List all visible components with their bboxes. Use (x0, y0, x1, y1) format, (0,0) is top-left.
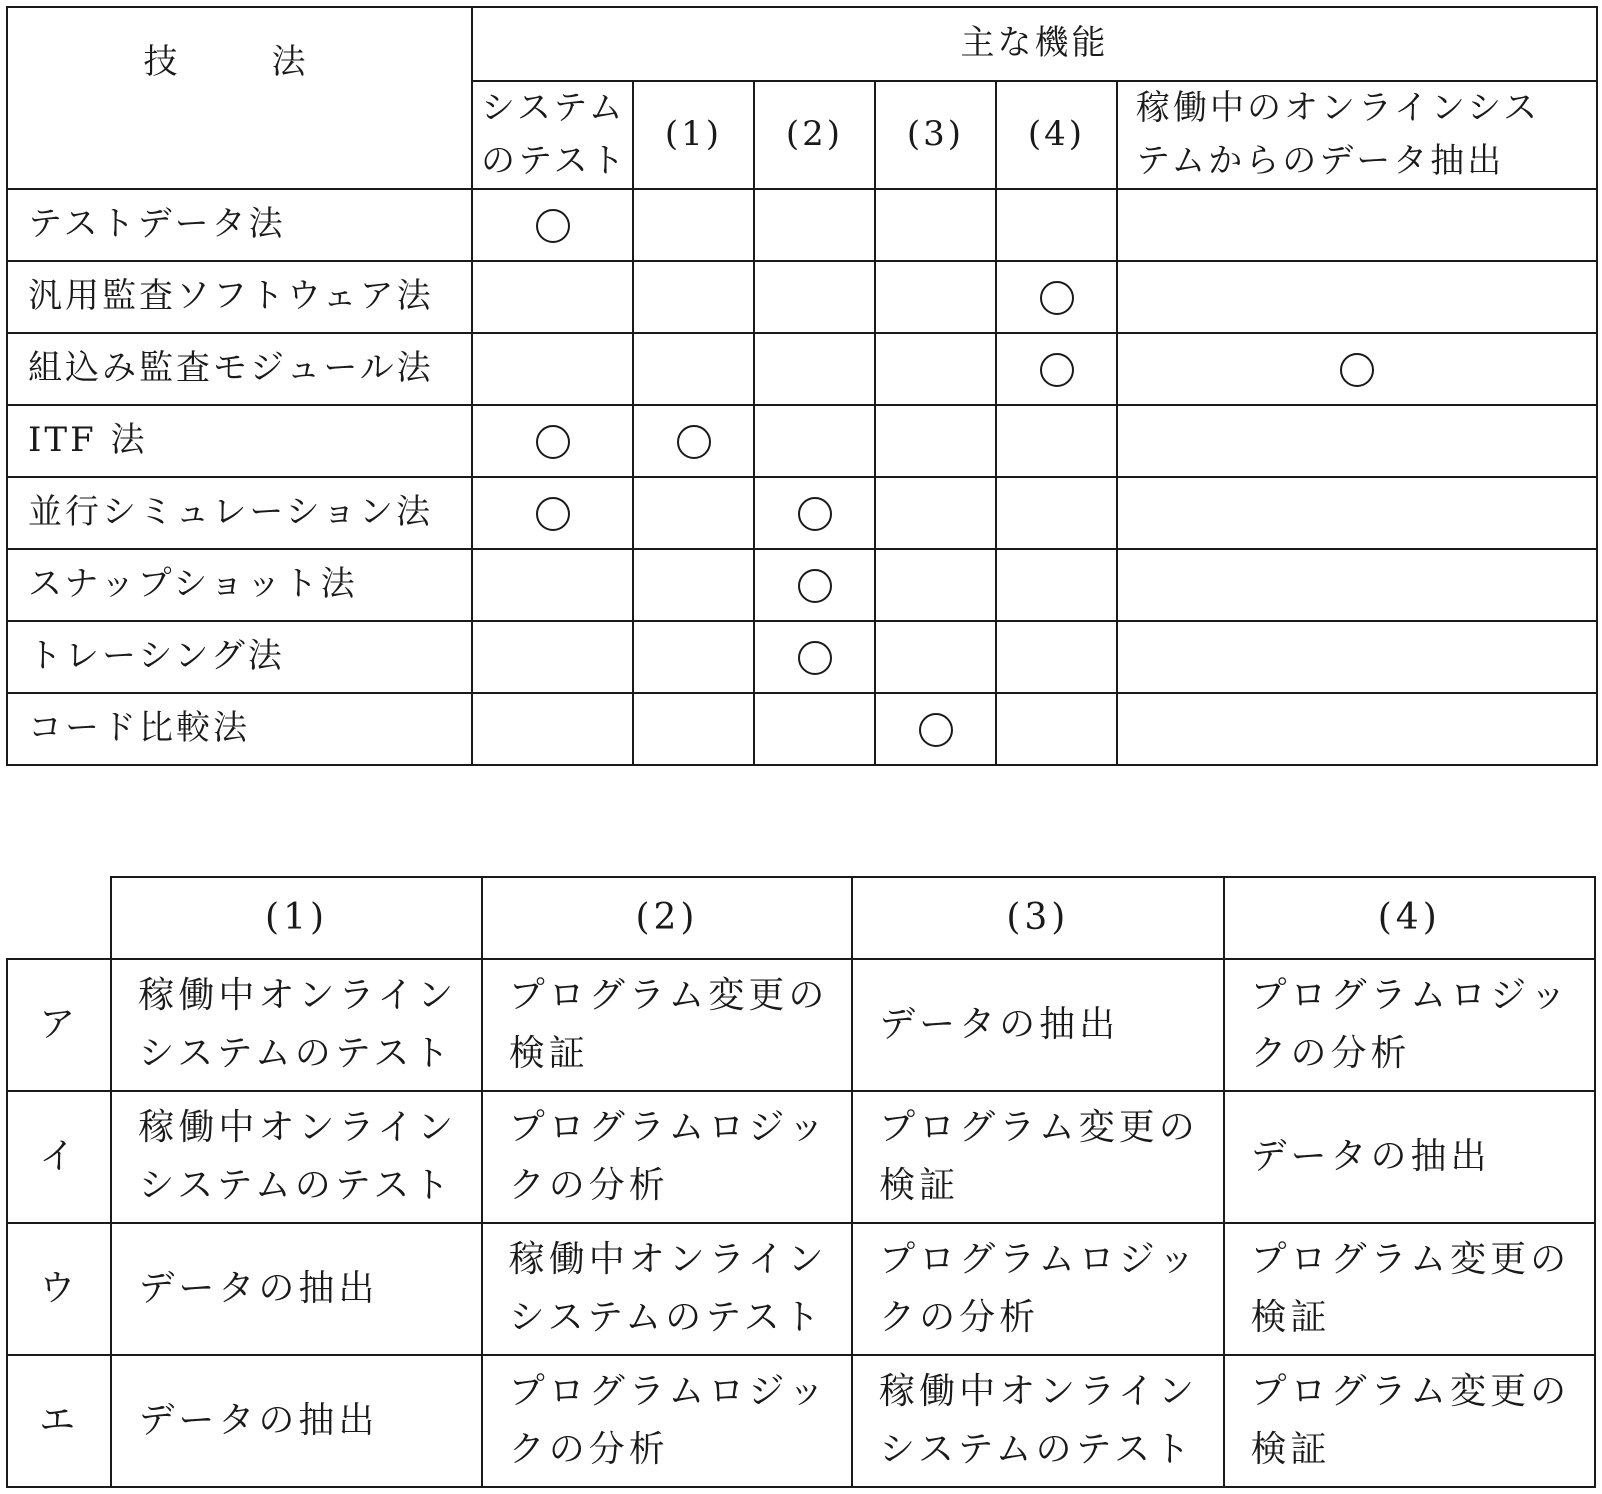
mark-cell (472, 189, 633, 261)
cell-line: データの抽出 (1250, 1136, 1491, 1178)
cell-line: システムのテスト (138, 1165, 454, 1206)
technique-function-table (6, 6, 1598, 766)
answer-header-2: (2) (482, 877, 852, 959)
mark-cell (633, 261, 754, 333)
cell-line: プログラムロジッ (879, 1239, 1199, 1281)
column-header-2: (2) (754, 81, 875, 189)
mark-cell (1117, 189, 1597, 261)
mark-cell (472, 333, 633, 405)
mark-cell (996, 549, 1117, 621)
option-cell (1224, 1355, 1595, 1487)
mark-cell (875, 333, 996, 405)
cell-line: クの分析 (508, 1429, 669, 1470)
technique-row (7, 549, 1597, 621)
technique-name: スナップショット法 (7, 549, 472, 621)
technique-name: 汎用監査ソフトウェア法 (7, 261, 472, 333)
circle-mark-icon (798, 497, 832, 531)
mark-cell (996, 333, 1117, 405)
cell-line: 検証 (1250, 1429, 1331, 1470)
mark-cell (472, 621, 633, 693)
cell-line: 検証 (508, 1033, 589, 1074)
mark-cell (754, 333, 875, 405)
option-cell (111, 959, 481, 1091)
circle-mark-icon (1340, 353, 1374, 387)
corner-cell (7, 877, 111, 959)
header-line: テムからのデータ抽出 (1136, 141, 1505, 181)
mark-cell (754, 405, 875, 477)
circle-mark-icon (798, 569, 832, 603)
mark-cell (996, 189, 1117, 261)
mark-cell (633, 333, 754, 405)
column-header-data-extraction (1117, 81, 1597, 189)
column-header-1: (1) (633, 81, 754, 189)
technique-row (7, 189, 1597, 261)
mark-cell (996, 405, 1117, 477)
mark-cell (754, 189, 875, 261)
option-cell (852, 1355, 1223, 1487)
circle-mark-icon (1040, 281, 1074, 315)
mark-cell (1117, 549, 1597, 621)
option-cell (482, 1355, 852, 1487)
option-cell (852, 959, 1223, 1091)
cell-line: 稼働中オンライン (138, 1107, 458, 1149)
technique-row (7, 477, 1597, 549)
mark-cell (996, 693, 1117, 765)
mark-cell (754, 477, 875, 549)
answer-option-row (7, 959, 1595, 1091)
option-label: イ (7, 1091, 111, 1223)
cell-line: クの分析 (879, 1297, 1040, 1338)
mark-cell (472, 693, 633, 765)
mark-cell (633, 405, 754, 477)
mark-cell (875, 693, 996, 765)
cell-line: データの抽出 (138, 1400, 379, 1442)
cell-line: プログラムロジッ (508, 1371, 829, 1413)
cell-line: プログラム変更の (1250, 1371, 1571, 1413)
mark-cell (754, 693, 875, 765)
option-cell (111, 1223, 481, 1355)
column-header-4: (4) (996, 81, 1117, 189)
mark-cell (875, 621, 996, 693)
mark-cell (1117, 477, 1597, 549)
column-header-3: (3) (875, 81, 996, 189)
mark-cell (472, 261, 633, 333)
answer-option-row (7, 1091, 1595, 1223)
option-cell (852, 1091, 1223, 1223)
technique-row (7, 261, 1597, 333)
mark-cell (472, 477, 633, 549)
mark-cell (875, 189, 996, 261)
circle-mark-icon (677, 425, 711, 459)
mark-cell (996, 261, 1117, 333)
cell-line: プログラムロジッ (508, 1107, 829, 1149)
mark-cell (875, 477, 996, 549)
cell-line: システムのテスト (508, 1297, 824, 1338)
mark-cell (1117, 693, 1597, 765)
mark-cell (633, 477, 754, 549)
mark-cell (754, 549, 875, 621)
cell-line: データの抽出 (138, 1268, 379, 1310)
cell-line: データの抽出 (879, 1004, 1120, 1046)
technique-name: 組込み監査モジュール法 (7, 333, 472, 405)
circle-mark-icon (536, 209, 570, 243)
mark-cell (1117, 261, 1597, 333)
option-label: ア (7, 959, 111, 1091)
mark-cell (875, 549, 996, 621)
mark-cell (1117, 333, 1597, 405)
mark-cell (754, 261, 875, 333)
technique-row (7, 621, 1597, 693)
cell-line: 稼働中オンライン (879, 1371, 1199, 1413)
cell-line: 検証 (1250, 1297, 1331, 1338)
mark-cell (472, 405, 633, 477)
option-label: エ (7, 1355, 111, 1487)
mark-cell (633, 693, 754, 765)
mark-cell (875, 405, 996, 477)
technique-row (7, 693, 1597, 765)
header-line: 稼働中のオンラインシス (1136, 88, 1541, 129)
technique-name: 並行シミュレーション法 (7, 477, 472, 549)
technique-name: トレーシング法 (7, 621, 472, 693)
mark-cell (633, 621, 754, 693)
cell-line: システムのテスト (138, 1033, 454, 1074)
cell-line: 稼働中オンライン (138, 975, 458, 1017)
cell-line: プログラム変更の (508, 975, 829, 1017)
circle-mark-icon (1040, 353, 1074, 387)
cell-line: プログラムロジッ (1250, 975, 1571, 1017)
mark-cell (996, 477, 1117, 549)
mark-cell (875, 261, 996, 333)
mark-cell (633, 189, 754, 261)
mark-cell (1117, 621, 1597, 693)
circle-mark-icon (919, 713, 953, 747)
technique-row (7, 405, 1597, 477)
technique-name: テストデータ法 (7, 189, 472, 261)
cell-line: プログラム変更の (879, 1107, 1199, 1149)
answer-header-3: (3) (852, 877, 1223, 959)
option-cell (111, 1091, 481, 1223)
option-cell (482, 1091, 852, 1223)
cell-line: システムのテスト (879, 1429, 1195, 1470)
cell-line: プログラム変更の (1250, 1239, 1571, 1281)
cell-line: クの分析 (1250, 1033, 1411, 1074)
option-cell (1224, 959, 1595, 1091)
answer-header-4: (4) (1224, 877, 1595, 959)
option-label: ウ (7, 1223, 111, 1355)
header-line: のテスト (481, 141, 628, 181)
header-line: システム (481, 88, 626, 129)
option-cell (1224, 1223, 1595, 1355)
technique-header: 技 法 (7, 7, 472, 189)
technique-name: ITF 法 (7, 405, 472, 477)
column-header-system-test (472, 81, 633, 189)
option-cell (111, 1355, 481, 1487)
functions-header: 主な機能 (472, 7, 1597, 81)
answer-header-1: (1) (111, 877, 481, 959)
cell-line: 稼働中オンライン (508, 1239, 828, 1281)
technique-row (7, 333, 1597, 405)
mark-cell (472, 549, 633, 621)
circle-mark-icon (536, 425, 570, 459)
mark-cell (1117, 405, 1597, 477)
circle-mark-icon (798, 641, 832, 675)
option-cell (852, 1223, 1223, 1355)
option-cell (1224, 1091, 1595, 1223)
circle-mark-icon (536, 497, 570, 531)
mark-cell (633, 549, 754, 621)
cell-line: 検証 (879, 1165, 960, 1206)
option-cell (482, 959, 852, 1091)
option-cell (482, 1223, 852, 1355)
technique-name: コード比較法 (7, 693, 472, 765)
answer-options-table (6, 876, 1596, 1488)
mark-cell (754, 621, 875, 693)
answer-option-row (7, 1355, 1595, 1487)
cell-line: クの分析 (508, 1165, 669, 1206)
answer-option-row (7, 1223, 1595, 1355)
mark-cell (996, 621, 1117, 693)
